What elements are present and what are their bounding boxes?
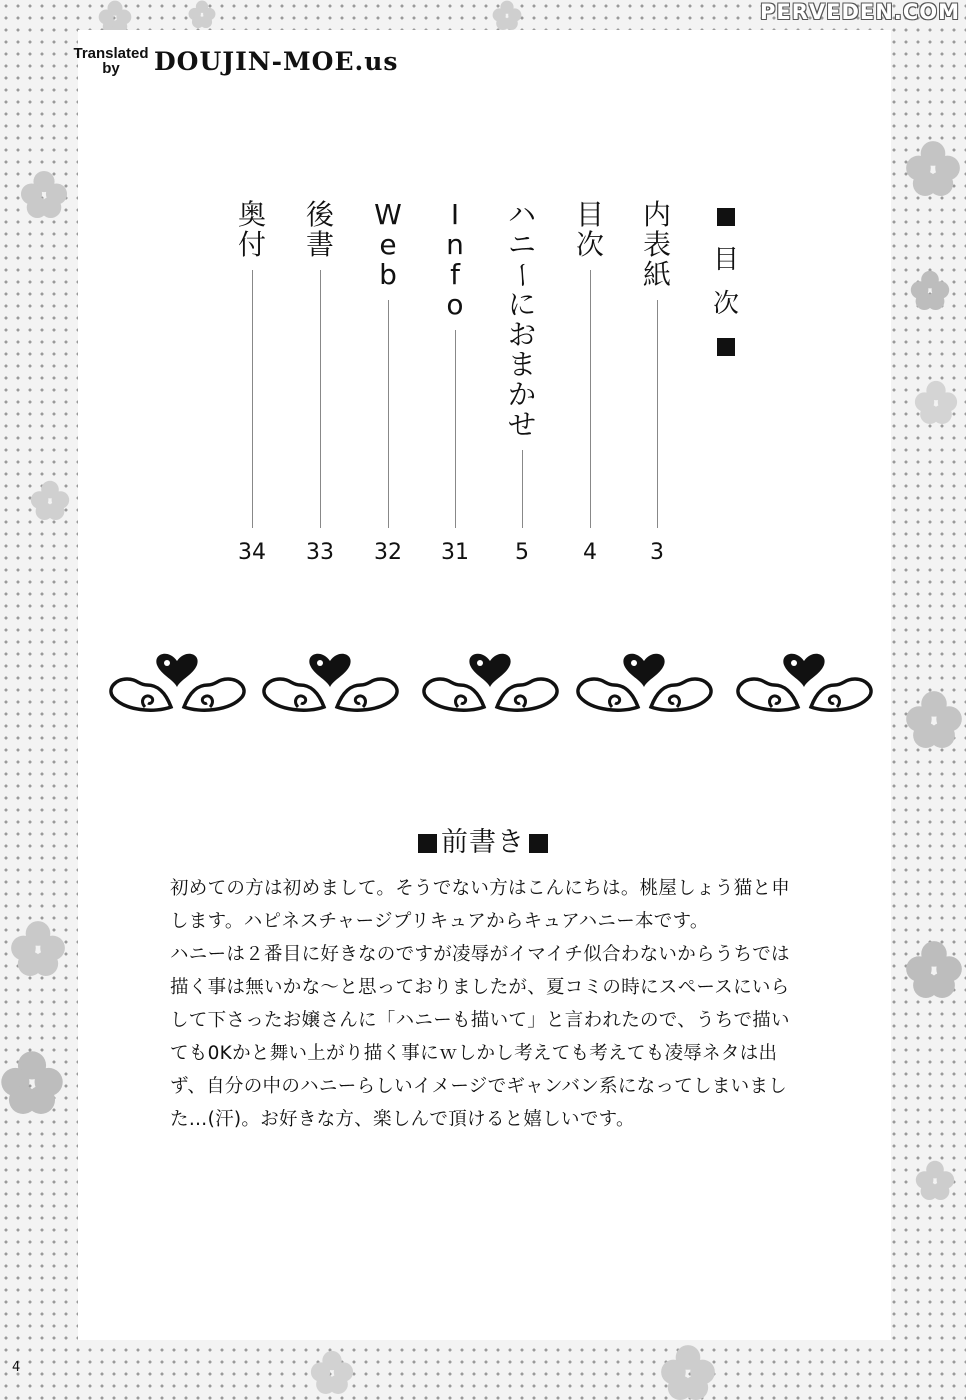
square-bullet-icon [418, 834, 437, 853]
toc-title-char: 次 [712, 289, 739, 319]
toc-entry-title: W e b [374, 198, 402, 291]
toc-leader-line [522, 450, 523, 528]
flower-icon [180, 0, 224, 28]
preface-heading [0, 820, 966, 859]
preface-line: た…(汗)。お好きな方、楽しんで頂けると嬉しいです。 [170, 1109, 635, 1130]
preface-line: ハニーは２番目に好きなのですが凌辱がイマイチ似合わないからうちでは [170, 944, 790, 965]
preface-body [170, 872, 830, 1136]
toc-title [708, 196, 744, 368]
toc-entry-page: 32 [374, 540, 402, 565]
flower-icon [30, 480, 70, 520]
preface-line: ず、自分の中のハニーらしいイメージでギャンバン系になってしまいまし [170, 1076, 788, 1097]
toc-entry-page: 5 [515, 540, 529, 565]
toc-title-char: 目 [712, 245, 739, 275]
toc-entry-page: 33 [306, 540, 334, 565]
page-number: 4 [12, 1360, 21, 1375]
watermark: PERVEDEN.COM [760, 0, 960, 24]
flower-icon [90, 0, 140, 34]
flower-icon [905, 140, 961, 196]
winged-heart-icon [572, 645, 717, 724]
toc-entry-title: I n f o [446, 198, 464, 321]
preface-line: して下さったお嬢さんに「ハニーも描いて」と言われたので、うちで描い [170, 1010, 790, 1031]
flower-icon [905, 940, 963, 998]
toc-leader-line [657, 300, 658, 528]
toc-entry-title: 内 表 紙 [642, 198, 671, 291]
square-bullet-icon [717, 208, 735, 226]
preface-line: 描く事は無いかな～と思っておりましたが、夏コミの時にスペースにいら [170, 977, 790, 998]
toc-entry-page: 4 [583, 540, 597, 565]
toc-entry-page: 34 [238, 540, 266, 565]
flower-icon [660, 1344, 716, 1400]
toc-entry-page: 31 [441, 540, 469, 565]
flower-icon [310, 1350, 354, 1394]
toc-entry-title: 目 次 [575, 198, 604, 261]
flower-icon [910, 270, 950, 310]
flower-icon [10, 920, 66, 976]
toc-entry-page: 3 [650, 540, 664, 565]
flower-icon [905, 690, 963, 748]
preface-line: します。ハピネスチャージプリキュアからキュアハニー本です。 [170, 911, 709, 932]
toc-entry-title: ハ ニ ー に お ま か せ [506, 198, 539, 441]
toc-leader-line [590, 270, 591, 528]
credit-prefix: Translated by [73, 45, 149, 77]
credit-name: DOUJIN-MOE.us [154, 47, 399, 76]
preface-title: 前書き [441, 827, 525, 858]
winged-heart-icon [105, 645, 250, 724]
square-bullet-icon [717, 338, 735, 356]
flower-icon [20, 170, 68, 218]
preface-line: ても0Kかと舞い上がり描く事にｗしかし考えても考えても凌辱ネタは出 [170, 1043, 778, 1064]
winged-heart-icon [732, 645, 877, 724]
flower-icon [914, 380, 958, 424]
flower-icon [0, 1050, 64, 1114]
winged-heart-icon [418, 645, 563, 724]
toc-leader-line [320, 270, 321, 528]
toc-leader-line [252, 270, 253, 528]
toc-leader-line [388, 300, 389, 528]
toc-entry-title: 後 書 [305, 198, 334, 261]
toc-entry-title: 奥 付 [237, 198, 266, 261]
winged-heart-icon [258, 645, 403, 724]
preface-line: 初めての方は初めまして。そうでない方はこんにちは。桃屋しょう猫と申 [170, 878, 791, 899]
toc-leader-line [455, 330, 456, 528]
flower-icon [915, 1160, 955, 1200]
square-bullet-icon [529, 834, 548, 853]
flower-icon [480, 0, 534, 30]
translator-credit [72, 46, 398, 76]
